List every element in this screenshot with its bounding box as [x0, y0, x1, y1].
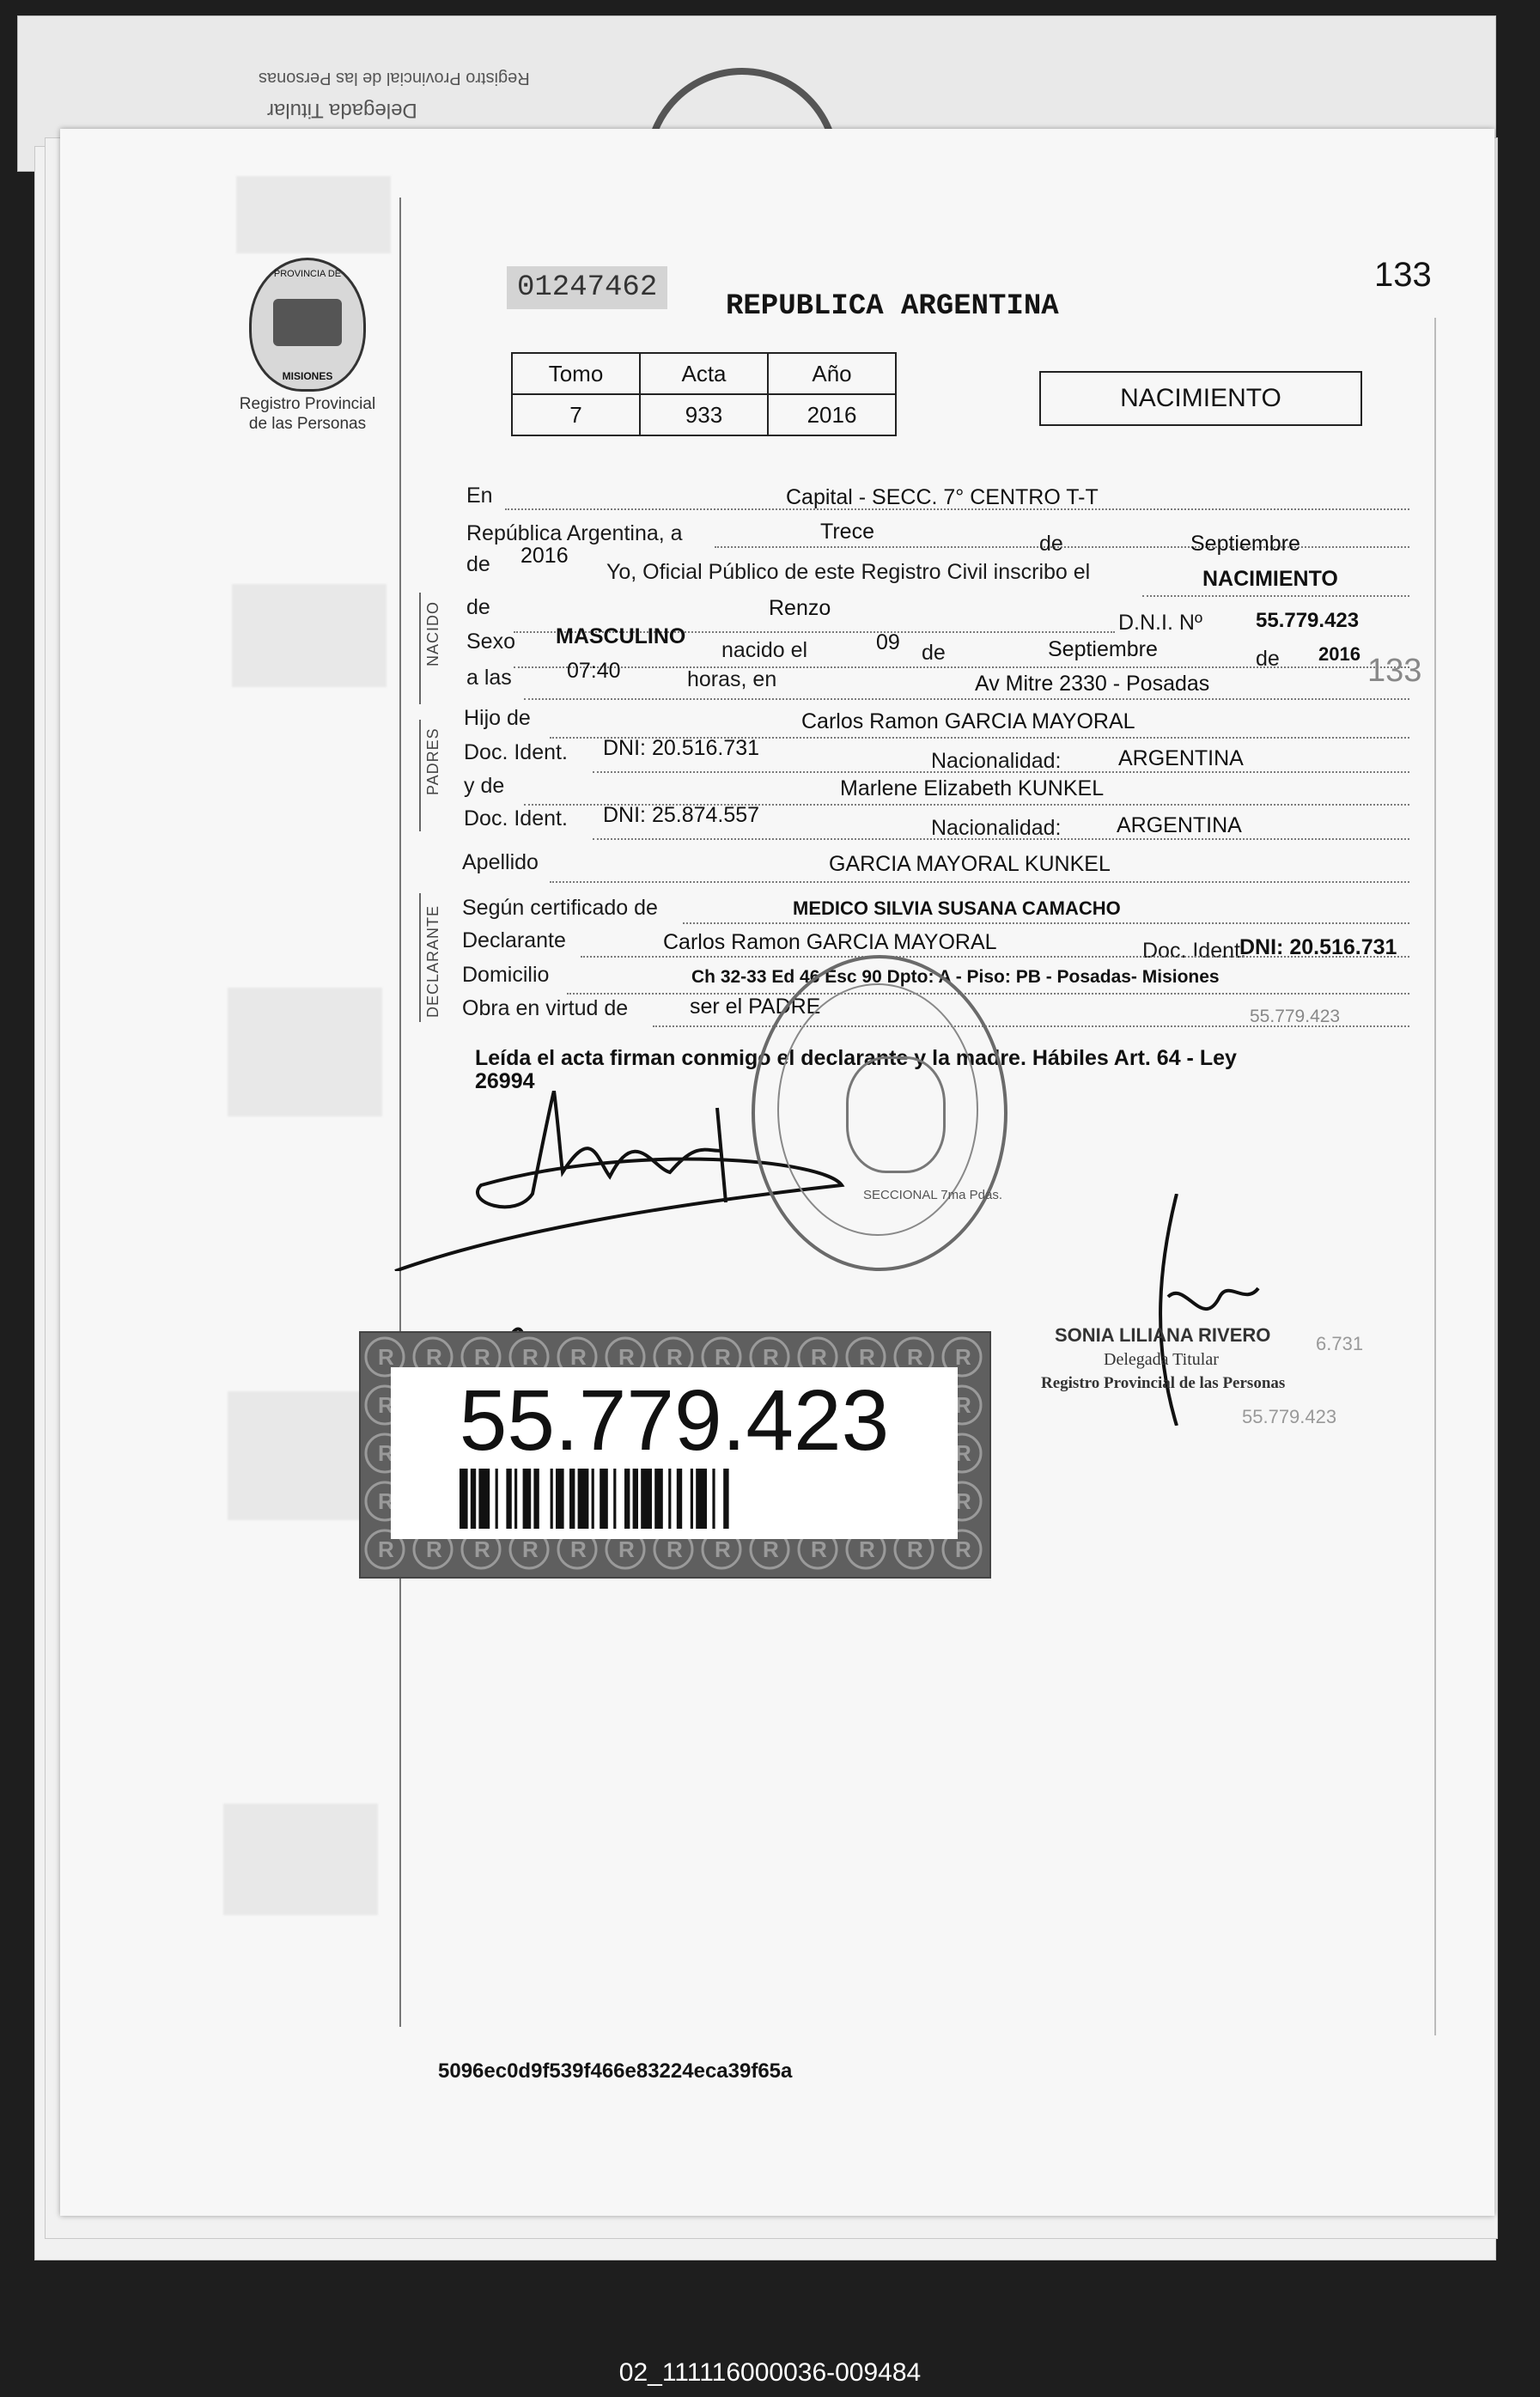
docident-label: Doc. Ident. [464, 740, 568, 764]
de4-label: de [922, 641, 946, 665]
barcode-bar [578, 1469, 589, 1529]
official-title: Delegada Titular [1104, 1350, 1219, 1369]
barcode-bar [478, 1469, 490, 1529]
barcode-bar [460, 1469, 468, 1529]
seal-emblem-icon [846, 1056, 946, 1173]
dotted-line [593, 838, 1409, 840]
de2-label: de [466, 552, 490, 576]
madre-doc-value: DNI: 25.874.557 [603, 803, 760, 827]
ghost-impression [236, 176, 391, 253]
seal-center-text: SECCIONAL 7ma Pdas. [863, 1188, 1003, 1202]
yde-label: y de [464, 774, 505, 798]
barcode-bar [496, 1469, 498, 1529]
barcode-bar [712, 1469, 715, 1529]
docident-label: Doc. Ident. [464, 806, 568, 830]
barcode-bar [677, 1469, 682, 1529]
tomo-acta-table [511, 352, 897, 436]
barcode-bar [624, 1469, 630, 1529]
official-office: Registro Provincial de las Personas [1041, 1374, 1286, 1392]
ghost-impression [232, 584, 387, 687]
act-type-box: NACIMIENTO [1039, 371, 1362, 426]
oficial-text: Yo, Oficial Público de este Registro Civil inscribo el [606, 560, 1091, 584]
tomo-value: 7 [512, 394, 640, 435]
sexo-value: MASCULINO [556, 624, 686, 648]
barcode-bar [506, 1469, 511, 1529]
ghost-impression [228, 988, 382, 1116]
en-label: En [466, 484, 493, 508]
decl-doc-value: DNI: 20.516.731 [1239, 935, 1397, 959]
obra-label: Obra en virtud de [462, 996, 629, 1020]
domicilio-value: Ch 32-33 Ed 46 Esc 90 Dpto: A - Piso: PB - Posadas- Misiones [691, 967, 1220, 987]
barcode-card [391, 1367, 958, 1539]
dotted-line [683, 922, 1409, 924]
seal-top-text: PROVINCIA DE [273, 269, 342, 279]
section-divider [419, 720, 421, 831]
document-hash: 5096ec0d9f539f466e83224eca39f65a [438, 2059, 793, 2083]
dotted-line [581, 956, 1409, 958]
dni-value: 55.779.423 [1256, 609, 1360, 632]
ano-header: Año [768, 353, 896, 394]
logo-caption-2: de las Personas [248, 415, 367, 433]
barcode-bar [533, 1469, 539, 1529]
dotted-line [1142, 595, 1409, 597]
side-label-declarante: DECLARANTE [424, 904, 441, 1018]
barcode-bar [668, 1469, 671, 1529]
declarante-value: Carlos Ramon GARCIA MAYORAL [663, 930, 997, 954]
dotted-line [514, 666, 1409, 668]
declarante-label: Declarante [462, 928, 566, 952]
padre-nac-value: ARGENTINA [1118, 746, 1244, 770]
back-sheet-title: Delegada Titular [267, 99, 417, 122]
barcode-bar [691, 1469, 693, 1529]
nacido-label: nacido el [721, 638, 808, 662]
de-label: de [1039, 532, 1063, 556]
horas-label: horas, en [687, 667, 777, 691]
domicilio-label: Domicilio [462, 963, 550, 987]
dotted-line [550, 881, 1409, 883]
seal-bottom-text: MISIONES [282, 370, 333, 382]
barcode-bar [471, 1469, 476, 1529]
padre-doc-value: DNI: 20.516.731 [603, 736, 760, 760]
barcode-bar [551, 1469, 553, 1529]
hijo-label: Hijo de [464, 706, 531, 730]
section-divider [419, 893, 421, 1022]
barcode-bar [569, 1469, 575, 1529]
day-value: Trece [820, 520, 874, 544]
faint-dni: 55.779.423 [1250, 1007, 1341, 1026]
month-value: Septiembre [1190, 532, 1300, 556]
country-title: REPUBLICA ARGENTINA [726, 290, 1059, 323]
seal-emblem [273, 299, 342, 346]
side-label-nacido: NACIDO [424, 600, 441, 666]
nac-month-value: Septiembre [1048, 637, 1158, 661]
tomo-header: Tomo [512, 353, 640, 394]
name-value: Renzo [769, 596, 831, 620]
decl-doc-label: Doc. Ident. [1142, 939, 1246, 963]
nacionalidad-label: Nacionalidad: [931, 749, 1062, 773]
right-rule [1434, 318, 1436, 2035]
side-label-padres: PADRES [424, 727, 441, 795]
dotted-line [524, 698, 1409, 700]
acta-header: Acta [640, 353, 768, 394]
nac-year-value: 2016 [1318, 643, 1360, 665]
official-name: SONIA LILIANA RIVERO [1055, 1324, 1271, 1346]
year-value: 2016 [520, 544, 569, 568]
barcode-bar [613, 1469, 616, 1529]
logo-caption-1: Registro Provincial [239, 395, 376, 413]
closing-text: Leída el acta firman conmigo el declarante y la madre. Hábiles Art. 64 - Ley [475, 1046, 1237, 1070]
barcode-bar [641, 1469, 652, 1529]
barcode-bar [556, 1469, 564, 1529]
barcode-bars [460, 1469, 889, 1529]
de5-label: de [1256, 647, 1280, 671]
serial-number: 01247462 [507, 266, 667, 309]
barcode-bar [633, 1469, 638, 1529]
scan-footer-id: 02_111116000036-009484 [0, 2349, 1540, 2397]
closing-law: 26994 [475, 1069, 535, 1093]
dni-label: D.N.I. Nº [1118, 611, 1203, 635]
ano-value: 2016 [768, 394, 896, 435]
barcode-bar [523, 1469, 532, 1529]
apellido-label: Apellido [462, 850, 539, 874]
barcode-number: 55.779.423 [459, 1372, 890, 1469]
nac-day-value: 09 [876, 630, 900, 654]
section-divider [419, 593, 421, 704]
madre-nac-value: ARGENTINA [1117, 813, 1242, 837]
de3-label: de [466, 595, 490, 619]
province-seal-icon [249, 258, 366, 392]
sexo-label: Sexo [466, 630, 515, 654]
barcode-bar [696, 1469, 707, 1529]
barcode-bar [723, 1469, 728, 1529]
faint-dni-ghost: 55.779.423 [1242, 1406, 1337, 1427]
dotted-line [653, 1025, 1409, 1027]
barcode-bar [592, 1469, 594, 1529]
barcode-bar [514, 1469, 517, 1529]
padre-value: Carlos Ramon GARCIA MAYORAL [801, 709, 1135, 733]
side-margin-mark: 133 [1367, 653, 1422, 689]
acta-value: 933 [640, 394, 768, 435]
nacionalidad-label: Nacionalidad: [931, 816, 1062, 840]
barcode-bar [600, 1469, 608, 1529]
en-value: Capital - SECC. 7° CENTRO T-T [786, 485, 1099, 509]
segun-label: Según certificado de [462, 896, 658, 920]
tipo-value: NACIMIENTO [1202, 567, 1338, 591]
ghost-impression [223, 1804, 378, 1915]
certificado-value: MEDICO SILVIA SUSANA CAMACHO [793, 897, 1121, 919]
madre-value: Marlene Elizabeth KUNKEL [840, 776, 1105, 800]
dotted-line [593, 771, 1409, 773]
obra-value: ser el PADRE [690, 995, 821, 1019]
page-number: 133 [1374, 256, 1432, 294]
apellido-value: GARCIA MAYORAL KUNKEL [829, 852, 1111, 876]
republica-label: República Argentina, a [466, 521, 683, 545]
lugar-value: Av Mitre 2330 - Posadas [975, 672, 1210, 696]
back-sheet-office: Registro Provincial de las Personas [259, 69, 530, 88]
alas-label: a las [466, 666, 512, 690]
hora-value: 07:40 [567, 659, 621, 683]
barcode-bar [654, 1469, 663, 1529]
